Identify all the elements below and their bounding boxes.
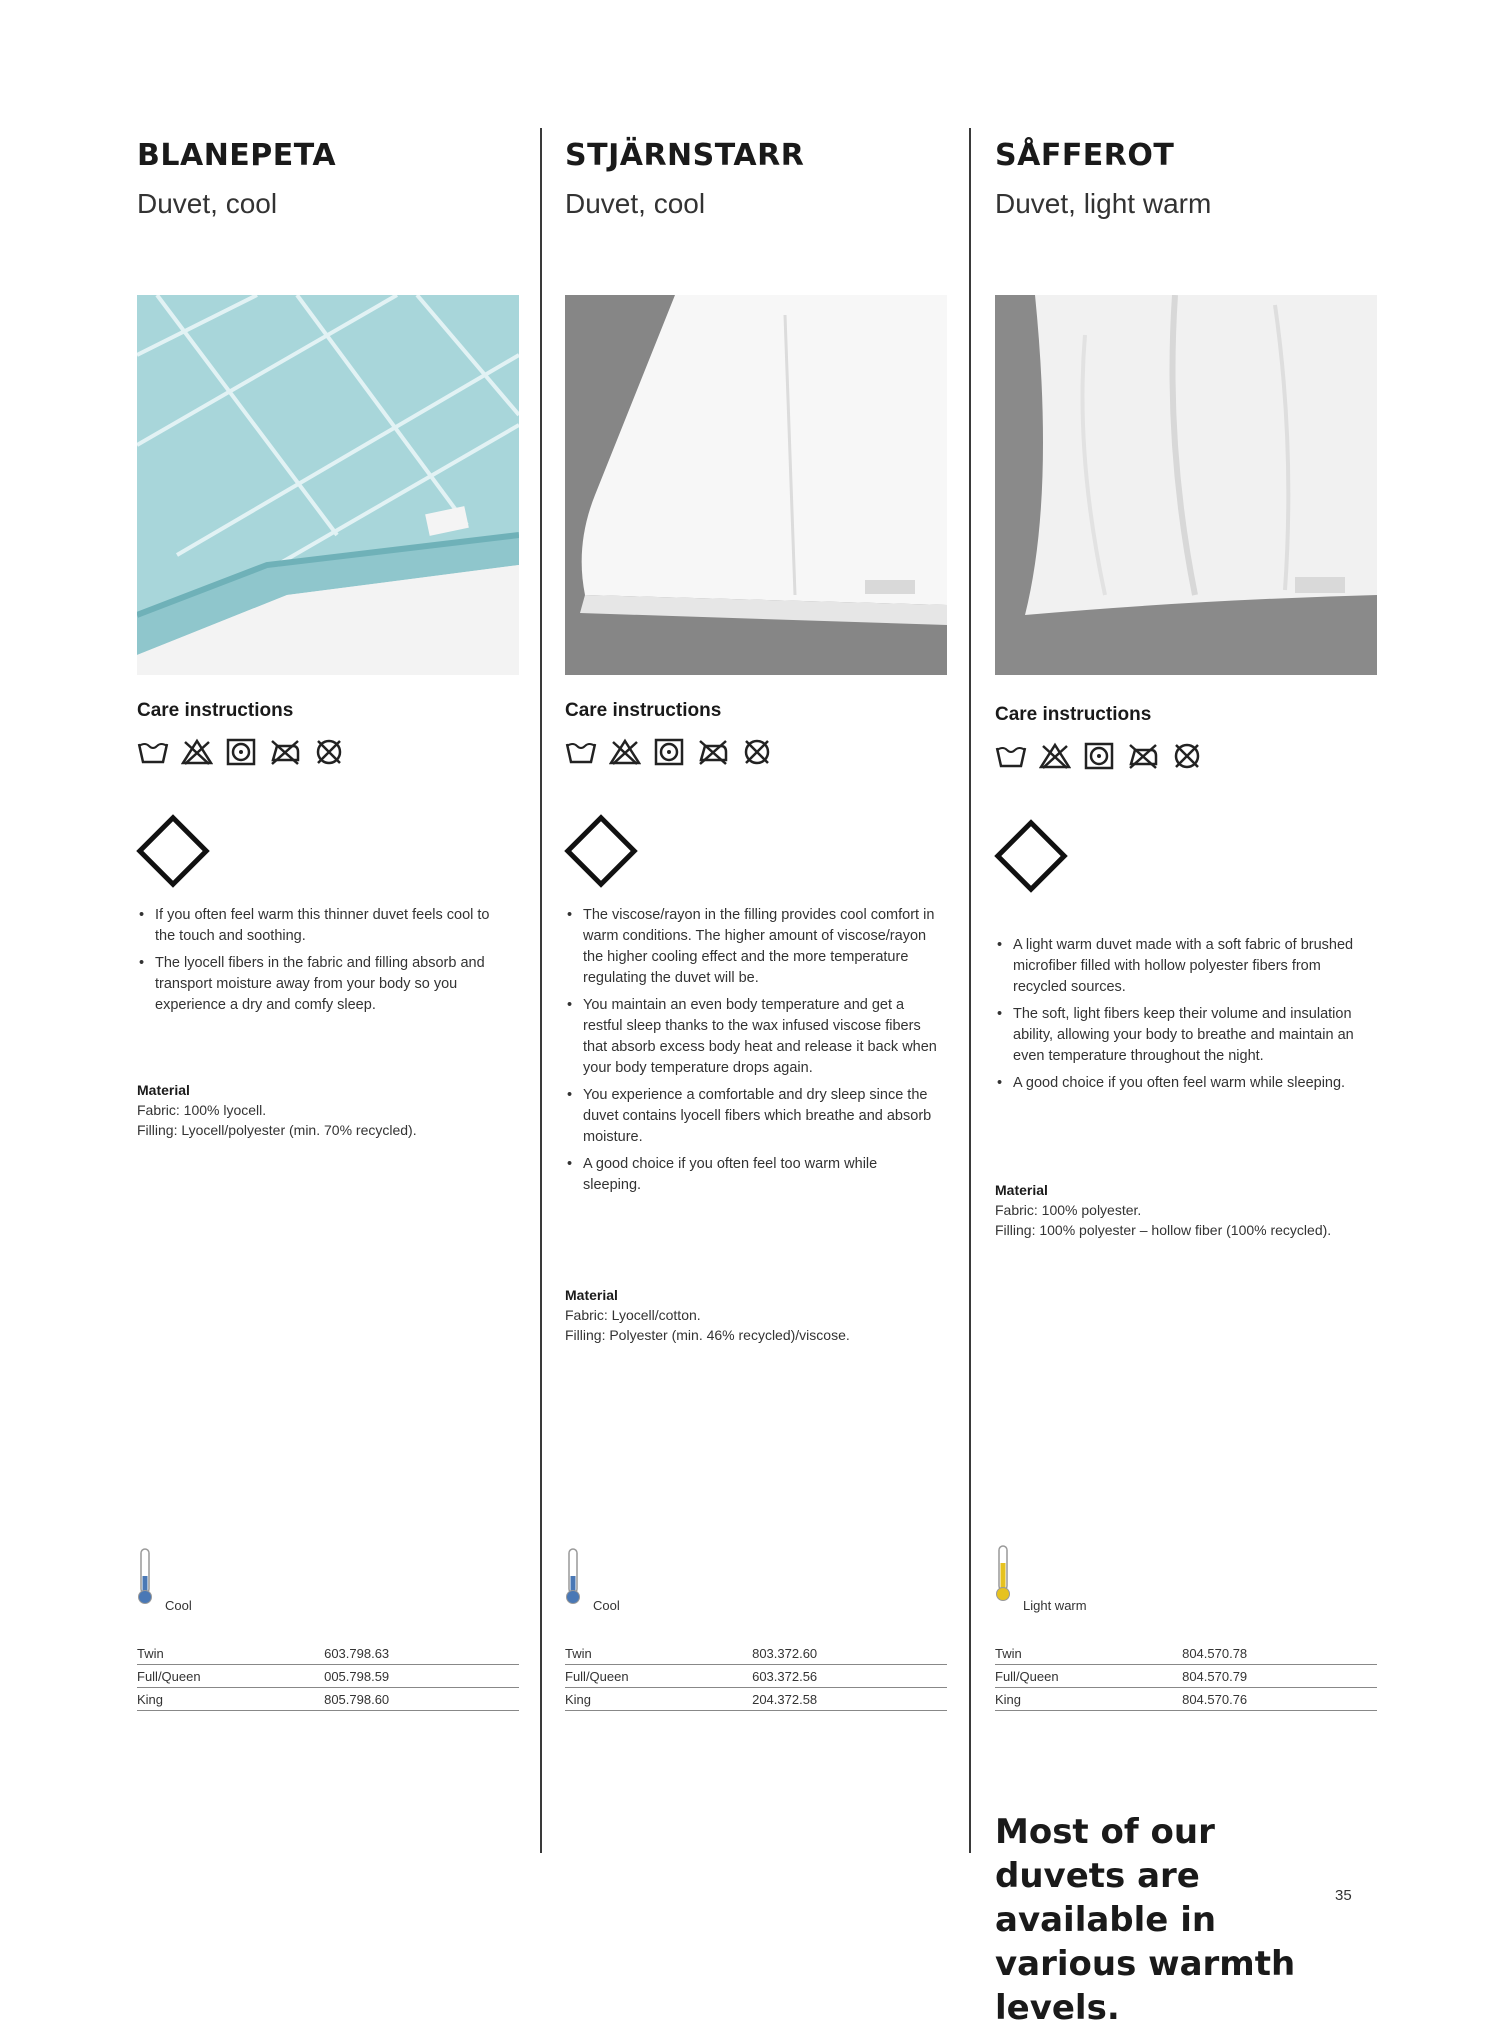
article-number: 204.372.58	[748, 1688, 947, 1711]
page-number: 35	[1335, 1887, 1352, 1904]
table-row	[137, 1665, 519, 1688]
product-name: SÅFFEROT	[995, 138, 1175, 173]
product-subtitle: Duvet, cool	[565, 188, 706, 219]
thermometer-icon	[995, 1542, 1011, 1606]
thermometer-icon	[137, 1548, 153, 1606]
size-name: King	[137, 1688, 320, 1711]
no-iron-icon	[1127, 742, 1159, 770]
table-row	[995, 1688, 1377, 1711]
article-number: 005.798.59	[320, 1665, 519, 1688]
material-info	[137, 1080, 517, 1140]
product-name: STJÄRNSTARR	[565, 138, 805, 173]
care-instructions-title: Care instructions	[565, 700, 722, 721]
washtub-icon	[565, 738, 597, 766]
no-iron-icon	[697, 738, 729, 766]
feature-list	[995, 935, 1367, 1100]
warmth-indicator	[137, 1548, 337, 1618]
column-divider	[540, 128, 542, 1853]
material-title: Material	[565, 1287, 618, 1303]
care-instructions-title: Care instructions	[137, 700, 294, 721]
column-divider	[969, 128, 971, 1853]
product-name: BLANEPETA	[137, 138, 337, 173]
table-row	[995, 1665, 1377, 1688]
no-bleach-icon	[181, 738, 213, 766]
feature-item: • If you often feel warm this thinner duvet feels cool to the touch and soothing.	[155, 905, 509, 947]
diamond-icon	[136, 814, 210, 888]
warmth-indicator	[995, 1542, 1195, 1612]
size-table	[137, 1642, 519, 1711]
feature-item: • You experience a comfortable and dry sleep since the duvet contains lyocell fibers which breathe and absorb moisture.	[583, 1085, 937, 1148]
no-bleach-icon	[1039, 742, 1071, 770]
feature-item: • The soft, light fibers keep their volume and insulation ability, allowing your body to breathe and maintain an even temperature throughout the night.	[1013, 1004, 1367, 1067]
article-number: 804.570.79	[1178, 1665, 1377, 1688]
washtub-icon	[995, 742, 1027, 770]
material-line: Fabric: 100% lyocell.	[137, 1102, 267, 1118]
feature-item: • A good choice if you often feel too warm while sleeping.	[583, 1154, 937, 1196]
material-title: Material	[995, 1182, 1048, 1198]
warmth-indicator	[565, 1548, 765, 1618]
table-row	[995, 1642, 1377, 1665]
material-line: Fabric: 100% polyester.	[995, 1202, 1142, 1218]
table-row	[137, 1688, 519, 1711]
material-info	[565, 1285, 945, 1345]
article-number: 804.570.76	[1178, 1688, 1377, 1711]
material-line: Fabric: Lyocell/cotton.	[565, 1307, 701, 1323]
thermometer-icon	[565, 1548, 581, 1606]
article-number: 803.372.60	[748, 1642, 947, 1665]
material-info	[995, 1180, 1375, 1240]
size-table	[565, 1642, 947, 1711]
product-subtitle: Duvet, light warm	[995, 188, 1212, 219]
washtub-icon	[137, 738, 169, 766]
warmth-label: Cool	[165, 1598, 192, 1613]
care-instructions-title: Care instructions	[995, 704, 1152, 725]
product-subtitle: Duvet, cool	[137, 188, 278, 219]
size-name: Twin	[137, 1642, 320, 1665]
tumble-dry-icon	[1083, 742, 1115, 770]
material-line: Filling: Lyocell/polyester (min. 70% recycled).	[137, 1122, 417, 1138]
promo-text: Most of our duvets are available in various warmth levels.	[995, 1812, 1296, 2028]
size-name: King	[565, 1688, 748, 1711]
article-number: 603.372.56	[748, 1665, 947, 1688]
size-name: Twin	[995, 1642, 1178, 1665]
product-photo	[137, 295, 519, 675]
table-row	[565, 1665, 947, 1688]
table-row	[565, 1688, 947, 1711]
material-line: Filling: Polyester (min. 46% recycled)/viscose.	[565, 1327, 850, 1343]
article-number: 804.570.78	[1178, 1642, 1377, 1665]
no-bleach-icon	[609, 738, 641, 766]
article-number: 603.798.63	[320, 1642, 519, 1665]
warmth-label: Light warm	[1023, 1598, 1087, 1613]
size-name: Full/Queen	[995, 1665, 1178, 1688]
no-iron-icon	[269, 738, 301, 766]
table-row	[565, 1642, 947, 1665]
product-photo	[565, 295, 947, 675]
care-icons	[137, 738, 345, 766]
material-title: Material	[137, 1082, 190, 1098]
size-name: Full/Queen	[137, 1665, 320, 1688]
tumble-dry-icon	[653, 738, 685, 766]
no-dryclean-icon	[1171, 742, 1203, 770]
feature-item: • You maintain an even body temperature and get a restful sleep thanks to the wax infused viscose fibers that absorb excess body heat and release it back when your body temperature drops again.	[583, 995, 937, 1079]
feature-list	[137, 905, 509, 1022]
warmth-label: Cool	[593, 1598, 620, 1613]
product-photo	[995, 295, 1377, 675]
feature-list	[565, 905, 937, 1202]
care-icons	[995, 742, 1203, 770]
feature-item: • The viscose/rayon in the filling provides cool comfort in warm conditions. The higher amount of viscose/rayon the higher cooling effect and the more temperature regulating the duvet will be.	[583, 905, 937, 989]
tumble-dry-icon	[225, 738, 257, 766]
product-column-blanepeta	[137, 130, 522, 1707]
product-column-stjarnstarr	[565, 130, 950, 1707]
table-row	[137, 1642, 519, 1665]
size-name: Twin	[565, 1642, 748, 1665]
material-line: Filling: 100% polyester – hollow fiber (100% recycled).	[995, 1222, 1332, 1238]
no-dryclean-icon	[313, 738, 345, 766]
feature-item: • The lyocell fibers in the fabric and filling absorb and transport moisture away from your body so you experience a dry and comfy sleep.	[155, 953, 509, 1016]
size-table	[995, 1642, 1377, 1711]
diamond-icon	[994, 819, 1068, 893]
feature-item: • A good choice if you often feel warm while sleeping.	[1013, 1073, 1367, 1094]
size-name: King	[995, 1688, 1178, 1711]
article-number: 805.798.60	[320, 1688, 519, 1711]
diamond-icon	[564, 814, 638, 888]
care-icons	[565, 738, 773, 766]
no-dryclean-icon	[741, 738, 773, 766]
feature-item: • A light warm duvet made with a soft fabric of brushed microfiber filled with hollow polyester fibers from recycled sources.	[1013, 935, 1367, 998]
size-name: Full/Queen	[565, 1665, 748, 1688]
